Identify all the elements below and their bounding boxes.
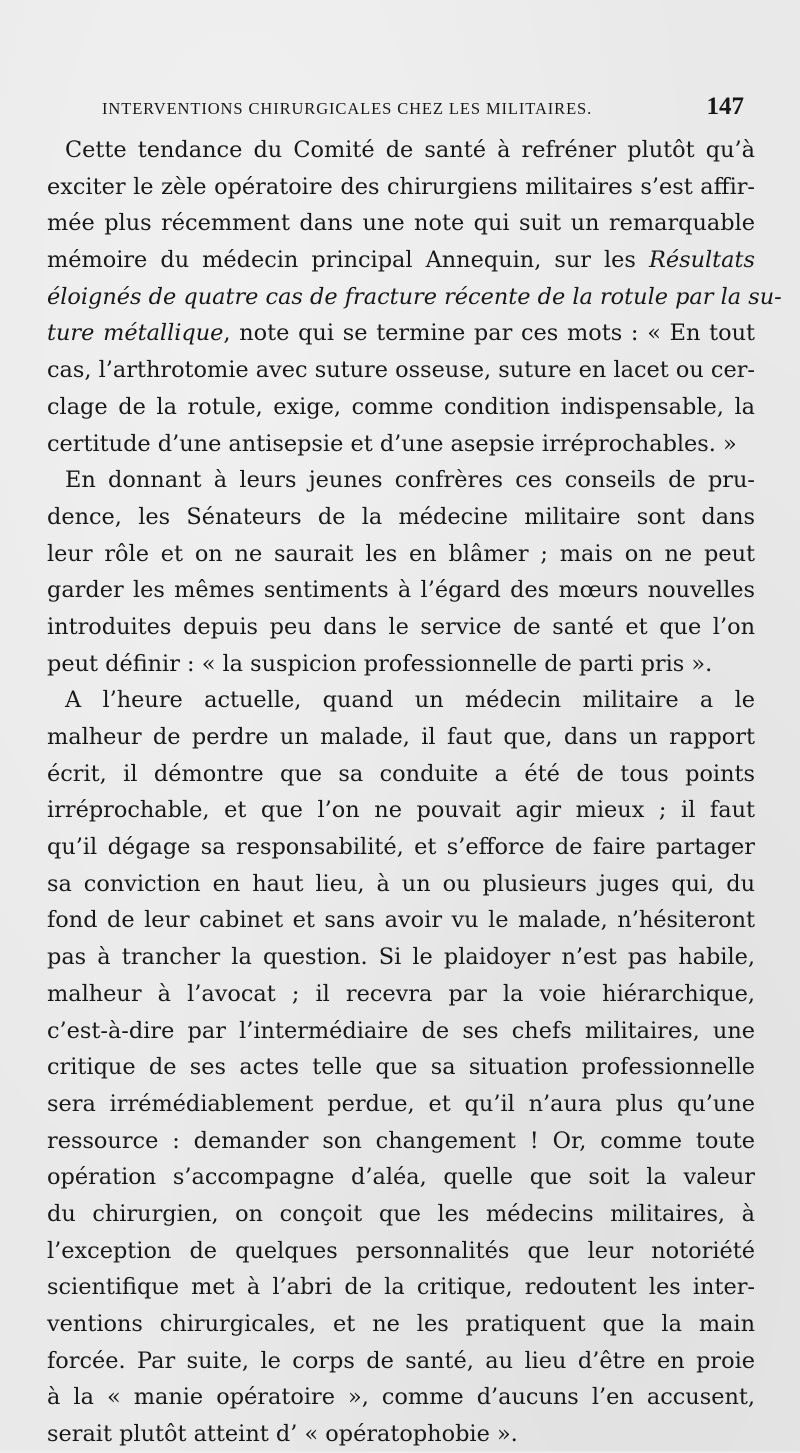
text-line: garder les mêmes sentiments à l’égard des mœurs nouvelles	[47, 577, 755, 604]
text-line: exciter le zèle opératoire des chirurgiens militaires s’est affir-	[47, 173, 755, 200]
italic-text: Résultats	[648, 247, 755, 274]
text-line: à la « manie opératoire », comme d’aucuns l’en accusent,	[47, 1384, 755, 1411]
text-line: irréprochable, et que l’on ne pouvait agir mieux ; il faut	[47, 797, 755, 824]
text-line: ventions chirurgicales, et ne les pratiquent que la main	[47, 1311, 755, 1337]
text-line: certitude d’une antisepsie et d’une asepsie irréprochables. »	[47, 430, 737, 457]
text-line: du chirurgien, on conçoit que les médecins militaires, à	[47, 1200, 755, 1227]
text-line: opération s’accompagne d’aléa, quelle que soit la valeur	[47, 1164, 755, 1191]
running-title: INTERVENTIONS CHIRURGICALES CHEZ LES MILITAIRES.	[102, 99, 593, 118]
text-line: A l’heure actuelle, quand un médecin militaire a le	[65, 687, 755, 714]
text-line: l’exception de quelques personnalités que leur notoriété	[47, 1237, 755, 1264]
text-line: éloignés de quatre cas de fracture récente de la rotule par la su-	[47, 283, 782, 310]
text-line: malheur à l’avocat ; il recevra par la voie hiérarchique,	[47, 980, 755, 1007]
running-head	[102, 93, 752, 123]
italic-text: ture métallique	[47, 320, 224, 347]
text-line: leur rôle et on ne saurait les en blâmer ; mais on ne peut	[47, 540, 755, 567]
body-text	[47, 132, 782, 1453]
page-number: 147	[706, 93, 744, 120]
text-line: dence, les Sénateurs de la médecine militaire sont dans	[47, 503, 755, 530]
text-line: peut définir : « la suspicion professionnelle de parti pris ».	[47, 650, 713, 677]
text-line: sera irrémédiablement perdue, et qu’il n’aura plus qu’une	[47, 1090, 755, 1117]
text-line: Cette tendance du Comité de santé à refréner plutôt qu’à	[65, 137, 755, 163]
text-line: sa conviction en haut lieu, à un ou plusieurs juges qui, du	[47, 870, 755, 897]
text-line: En donnant à leurs jeunes confrères ces conseils de pru-	[65, 467, 755, 494]
text-segment: mémoire du médecin principal Annequin, sur les	[47, 247, 649, 274]
text-line	[47, 315, 755, 352]
text-line: malheur de perdre un malade, il faut que, dans un rapport	[47, 724, 755, 750]
text-line: cas, l’arthrotomie avec suture osseuse, suture en lacet ou cer-	[47, 357, 755, 384]
text-line: pas à trancher la question. Si le plaidoyer n’est pas habile,	[47, 944, 755, 971]
text-line: qu’il dégage sa responsabilité, et s’efforce de faire partager	[47, 834, 755, 861]
text-line: clage de la rotule, exige, comme condition indispensable, la	[47, 393, 755, 420]
text-line: fond de leur cabinet et sans avoir vu le malade, n’hésiteront	[47, 907, 755, 934]
text-segment: , note qui se termine par ces mots : « En tout	[223, 320, 755, 347]
text-line: serait plutôt atteint d’ « opératophobie ».	[47, 1421, 518, 1448]
text-line: écrit, il démontre que sa conduite a été de tous points	[47, 760, 755, 787]
text-line: mée plus récemment dans une note qui suit un remarquable	[47, 210, 755, 237]
text-line: scientifique met à l’abri de la critique, redoutent les inter-	[47, 1274, 755, 1301]
text-line: c’est-à-dire par l’intermédiaire de ses chefs militaires, une	[47, 1017, 755, 1044]
text-line: forcée. Par suite, le corps de santé, au lieu d’être en proie	[47, 1347, 755, 1374]
text-line	[47, 242, 755, 279]
text-line: ressource : demander son changement ! Or, comme toute	[47, 1127, 755, 1154]
text-line: introduites depuis peu dans le service de santé et que l’on	[47, 613, 755, 640]
text-line: critique de ses actes telle que sa situation professionnelle	[47, 1054, 755, 1081]
